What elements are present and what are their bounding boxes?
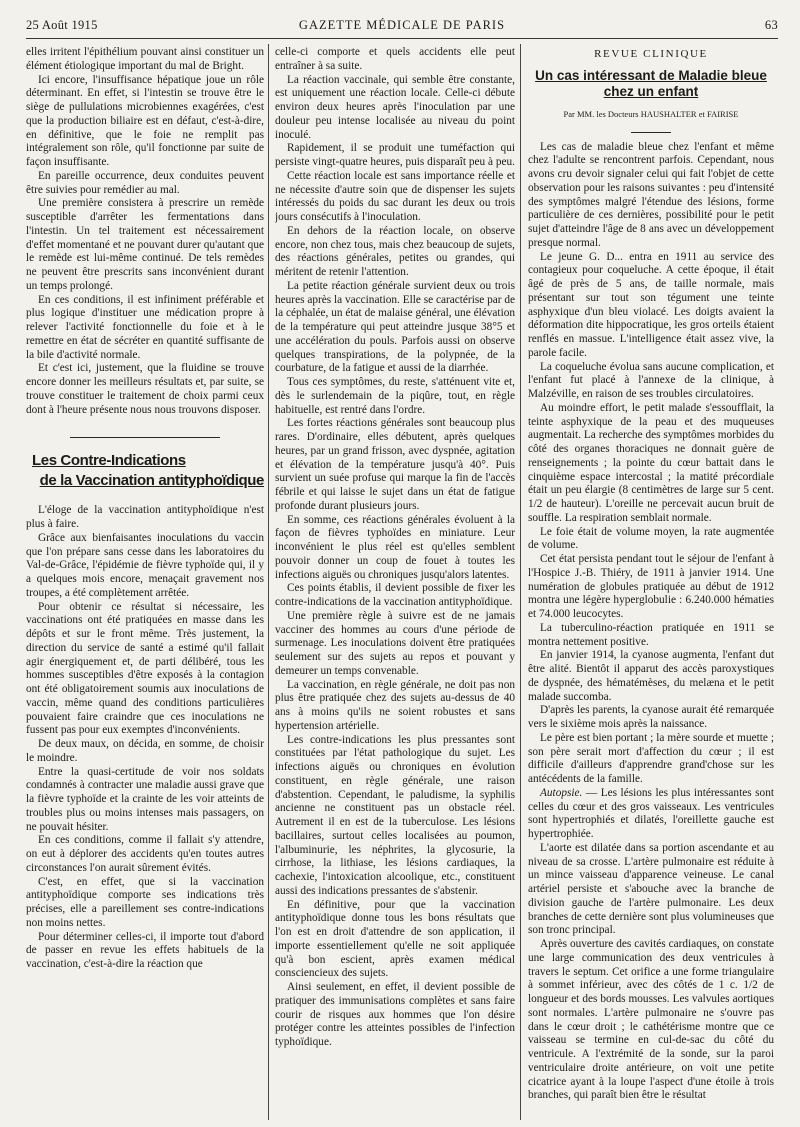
paragraph: La coqueluche évolua sans aucune complication, et l'enfant fut placé à l'annexe de la clinique, à Malzéville, en raison de ses troubles circulatoires. [528, 360, 774, 400]
paragraph: Rapidement, il se produit une tuméfaction qui persiste vingt-quatre heures, puis disparaît peu à peu. [275, 142, 515, 168]
paragraph: Une première consistera à prescrire un remède susceptible d'arrêter les fermentations dans l'intestin. Un tel traitement est nécessairement d'effet momentané et ne pouvant durer qu'autant que le remède est lui-même continué. De tels remèdes ne peuvent être prescrits sans inconvénient durant un temps prolongé. [26, 197, 264, 292]
paragraph: Après ouverture des cavités cardiaques, on constate une large communication des deux ventricules à travers le septum. Cet orifice a une forme triangulaire à sommet inférieur, avec des côtés de 1 c. 1/2 de longueur et des bords mousses. Les valvules aortiques sont normales. L'artère pulmonaire ne s'ouvre pas dans le cœur droit ; le cathétérisme montre que ce vaisseau se termine en cul-de-sac du côté du ventricule. A l'extrémité de la sonde, sur la paroi ventriculaire droite antérieure, on voit une petite cicatrice ayant à la loupe l'aspect d'une étoile à trois branches, qui paraît bien être le résultat [528, 938, 774, 1102]
paragraph: Le père est bien portant ; la mère sourde et muette ; son père serait mort d'affection du cœur ; il est difficile d'ailleurs d'apprendre grand'chose sur les antécédents de la famille. [528, 731, 774, 785]
paragraph: Entre la quasi-certitude de voir nos soldats condamnés à contracter une maladie aussi grave que la fièvre typhoïde et la crainte de les voir atteints de troubles plus ou moins intenses mais passagers, on ne pouvait hésiter. [26, 765, 264, 833]
paragraph: En somme, ces réactions générales évoluent à la façon de fièvres typhoïdes en miniature. Leur inconvénient le plus réel est qu'elles semblent pouvoir donner un coup de fouet à toutes les infections aiguës ou chroniques jusqu'alors latentes. [275, 513, 515, 581]
column-2 [275, 46, 515, 1118]
paragraph: Cette réaction locale est sans importance réelle et ne nécessite d'autre soin que de dispenser les sujets intéressés du poids du sac durant les deux ou trois jours consécutifs à l'inoculation. [275, 169, 515, 223]
header-rule [26, 38, 778, 39]
page-number: 63 [764, 18, 778, 32]
column-rule [520, 44, 521, 1120]
paragraph: Pour obtenir ce résultat si nécessaire, les vaccinations ont été pratiquées en masse dans les dépôts et sur le front même. Très justement, la direction du service de santé a estimé qu'il fallait agir énergiquement et, de parti délibéré, tous les hommes susceptibles d'être exposés à la contagion ont été obligatoirement soumis aux inoculations de vaccin, même quand des conditions particulières pouvaient faire craindre que ces inoculations ne fussent pas pour eux exemptes d'inconvénients. [26, 600, 264, 737]
paragraph: La petite réaction générale survient deux ou trois heures après la vaccination. Elle se caractérise par de la céphalée, un état de malaise général, une élévation de la température qui peut atteindre jusque 38°5 et une accélération du pouls. Parfois aussi on observe quelques transpirations, de la polypnée, de la courbature, de la fatigue et aussi de la diarrhée. [275, 279, 515, 375]
paragraph: Les fortes réactions générales sont beaucoup plus rares. D'ordinaire, elles débutent, après quelques heures, par un grand frisson, avec dyspnée, agitation et élévation de la température jusqu'à 40°. Puis survient un suée profuse qui marque la fin de l'accès fébrile et qui laisse le sujet dans un état de fatigue profonde durant plusieurs jours. [275, 417, 515, 512]
paragraph: Cet état persista pendant tout le séjour de l'enfant à l'Hospice J.-B. Thiéry, de 1911 à janvier 1914. Une numération de globules pratiquée au début de 1912 montra une légère hyperglobulie : 6.240.000 hématies et 74.000 leucocytes. [528, 553, 774, 620]
paragraph: La vaccination, en règle générale, ne doit pas non plus être pratiquée chez des sujets au-dessus de 40 ans à moins qu'ils ne soient robustes et sans hypertension artérielle. [275, 678, 515, 732]
paragraph: La tuberculino-réaction pratiquée en 1911 se montra nettement positive. [528, 621, 774, 648]
paragraph: Grâce aux bienfaisantes inoculations du vaccin que l'on prépare sans cesse dans les laboratoires du Val-de-Grâce, l'épidémie de fièvre typhoïde qui, il y a quelques mois encore, menaçait gravement nos troupes, a été complètement arrêtée. [26, 531, 264, 599]
paragraph: L'éloge de la vaccination antityphoïdique n'est plus à faire. [26, 504, 264, 530]
paragraph: En définitive, pour que la vaccination antityphoïdique donne tous les bons résultats que l'on est en droit d'attendre de son application, il importe essentiellement qu'elle ne soit appliquée qu'à bon escient, après examen médical consciencieux des sujets. [275, 898, 515, 980]
paragraph: Ainsi seulement, en effet, il devient possible de pratiquer des immunisations complètes et sans faire courir de risques aux hommes que l'on désire protéger contre les atteintes possibles de l'infection typhoïdique. [275, 981, 515, 1048]
paragraph: Une première règle à suivre est de ne jamais vacciner des hommes au cours d'une période de surmenage. Les inoculations doivent être pratiquées seulement sur des sujets au repos et pouvant y demeurer un temps convenable. [275, 609, 515, 677]
paragraph: En janvier 1914, la cyanose augmenta, l'enfant dut être alité. Bientôt il apparut des accès paroxystiques de dyspnée, des hématémèses, du melæna et le petit malade succomba. [528, 649, 774, 703]
paragraph: En dehors de la réaction locale, on observe encore, non chez tous, mais chez beaucoup de sujets, des réactions générales, petites ou grandes, qui méritent de retenir l'attention. [275, 224, 515, 278]
paragraph: En ces conditions, il est infiniment préférable et plus logique d'instituer une médication propre à relever l'activité fonctionnelle du foie et à le remettre en état de sécréter en quantité suffisante de la bile d'activité normale. [26, 293, 264, 361]
journal-title: GAZETTE MÉDICALE DE PARIS [298, 18, 506, 32]
paragraph: Pour déterminer celles-ci, il importe tout d'abord de passer en revue les effets habituels de la vaccination, c'est-à-dire la réaction que [26, 930, 264, 970]
autopsy-label: Autopsie. [540, 786, 583, 799]
column-3 [528, 46, 774, 1118]
paragraph: Ici encore, l'insuffisance hépatique joue un rôle déterminant. En effet, si l'intestin se trouve être le siège de pullulations microbiennes exagérées, c'est que la production biliaire est en défaut, c'est-à-dire, en définitive, que le foie ne remplit pas intégralement son rôle, qu'il fonctionne par suite de façon insuffisante. [26, 73, 264, 168]
paragraph: Tous ces symptômes, du reste, s'atténuent vite et, dès le surlendemain de la piqûre, tout, en règle habituelle, est rentré dans l'ordre. [275, 376, 515, 416]
paragraph: Et c'est ici, justement, que la fluidine se trouve encore donner les meilleurs résultats et, par suite, se trouve constituer le traitement de choix parmi ceux dont à l'heure présente nous nous trouvons disposer. [26, 362, 264, 416]
paragraph: Le jeune G. D... entra en 1911 au service des contagieux pour coqueluche. A cette époque, il était âgé de près de 5 ans, de taille normale, mais présentant sur tout son tégument une teinte asphyxique d'un bleu violacé. Les doigts avaient la déformation dite hippocratique, les gros orteils étaient renflés en massue. L'intelligence était assez vive, la parole facile. [528, 250, 774, 359]
paragraph: De deux maux, on décida, en somme, de choisir le moindre. [26, 738, 264, 764]
page-header [26, 16, 778, 38]
paragraph: Le foie était de volume moyen, la rate augmentée de volume. [528, 525, 774, 552]
title-rule [631, 132, 671, 133]
article-title-line-1: Les Contre-Indications [32, 452, 186, 470]
paragraph: La réaction vaccinale, qui semble être constante, est uniquement une réaction locale. Celle-ci débute environ deux heures après l'inoculation par une douleur peu intense localisée au niveau du point inoculé. [275, 73, 515, 141]
paragraph: Les contre-indications les plus pressantes sont constituées par l'état pathologique du sujet. Les infections aiguës ou chroniques en évolution constituent, en règle générale, une raison d'abstention. Cependant, le paludisme, la syphilis ancienne ne constituent pas un obstacle réel. Autrement il en est de la tuberculose. Les lésions bacillaires, surtout celles localisées au poumon, l'albuminurie, les néphrites, la glycosurie, la cirrhose, la lithiase, les lésions cardiaques, la cachexie, l'intoxication alcoolique, etc., constituent aussi des indications pressantes de s'abstenir. [275, 733, 515, 897]
paragraph: Au moindre effort, le petit malade s'essoufflait, la teinte asphyxique de la peau et des muqueuses augmentait. La recherche des symptômes morbides du côté des organes thoraciques ne donnait guère de renseignements ; la pointe du cœur battait dans le cinquième espace intercostal ; la matité précordiale était un peu élargie (8 centimètres de large sur 5 cent. 1/2 de hauteur). L'oreille ne percevait aucun bruit de souffle. La respiration semblait normale. [528, 401, 774, 524]
paragraph: En ces conditions, comme il fallait s'y attendre, on eut à déplorer des accidents qu'en toutes autres circonstances l'on aurait sûrement évités. [26, 834, 264, 874]
paragraph: elles irritent l'épithélium pouvant ainsi constituer un élément étiologique important du mal de Bright. [26, 46, 264, 72]
column-rule [268, 44, 269, 1120]
paragraph: L'aorte est dilatée dans sa portion ascendante et au niveau de sa crosse. L'artère pulmonaire est réduite à un mince vaisseau d'apparence veineuse. Le canal artériel persiste et s'abouche avec la branche de division gauche de l'artère pulmonaire. Les deux branches de cette dernière sont plus volumineuses que son tronc principal. [528, 841, 774, 937]
autopsy-text: — Les lésions les plus intéressantes sont celles du cœur et des gros vaisseaux. Les ventricules sont hypertrophiés et dilatés, l'oreillette gauche est hypertrophiée. [528, 786, 774, 840]
article-authors: Par MM. les Docteurs HAUSHALTER et FAIRISE [563, 108, 739, 119]
paragraph: Ces points établis, il devient possible de fixer les contre-indications de la vaccination antityphoïdique. [275, 582, 515, 608]
issue-date: 25 Août 1915 [26, 18, 98, 32]
paragraph: C'est, en effet, que si la vaccination antityphoïdique comporte ses indications très précises, elle a pareillement ses contre-indications non moins nettes. [26, 875, 264, 929]
article-title-line-2: de la Vaccination antityphoïdique [39, 472, 264, 490]
paragraph: En pareille occurrence, deux conduites peuvent être suivies pour remédier au mal. [26, 169, 264, 196]
paragraph: D'après les parents, la cyanose aurait été remarquée vers le sixième mois après la naissance. [528, 704, 774, 730]
section-heading: REVUE CLINIQUE [594, 48, 708, 60]
autopsy-paragraph [528, 787, 774, 842]
paragraph: celle-ci comporte et quels accidents elle peut entraîner à sa suite. [275, 46, 515, 72]
paragraph: Les cas de maladie bleue chez l'enfant et même chez l'adulte se rencontrent parfois. Cependant, nous avons cru devoir signaler celui qui fait l'objet de cette observation pour les raisons suivantes : peu d'intensité des symptômes malgré l'étendue des lésions, forme particulière de ces dernières, possibilité pour le petit sujet d'atteindre l'âge de 8 ans avec un développement presque normal. [528, 140, 774, 249]
column-1 [26, 46, 264, 1118]
article-separator [70, 437, 220, 438]
article-title: Un cas intéressant de Maladie bleue chez un enfant [535, 67, 767, 99]
